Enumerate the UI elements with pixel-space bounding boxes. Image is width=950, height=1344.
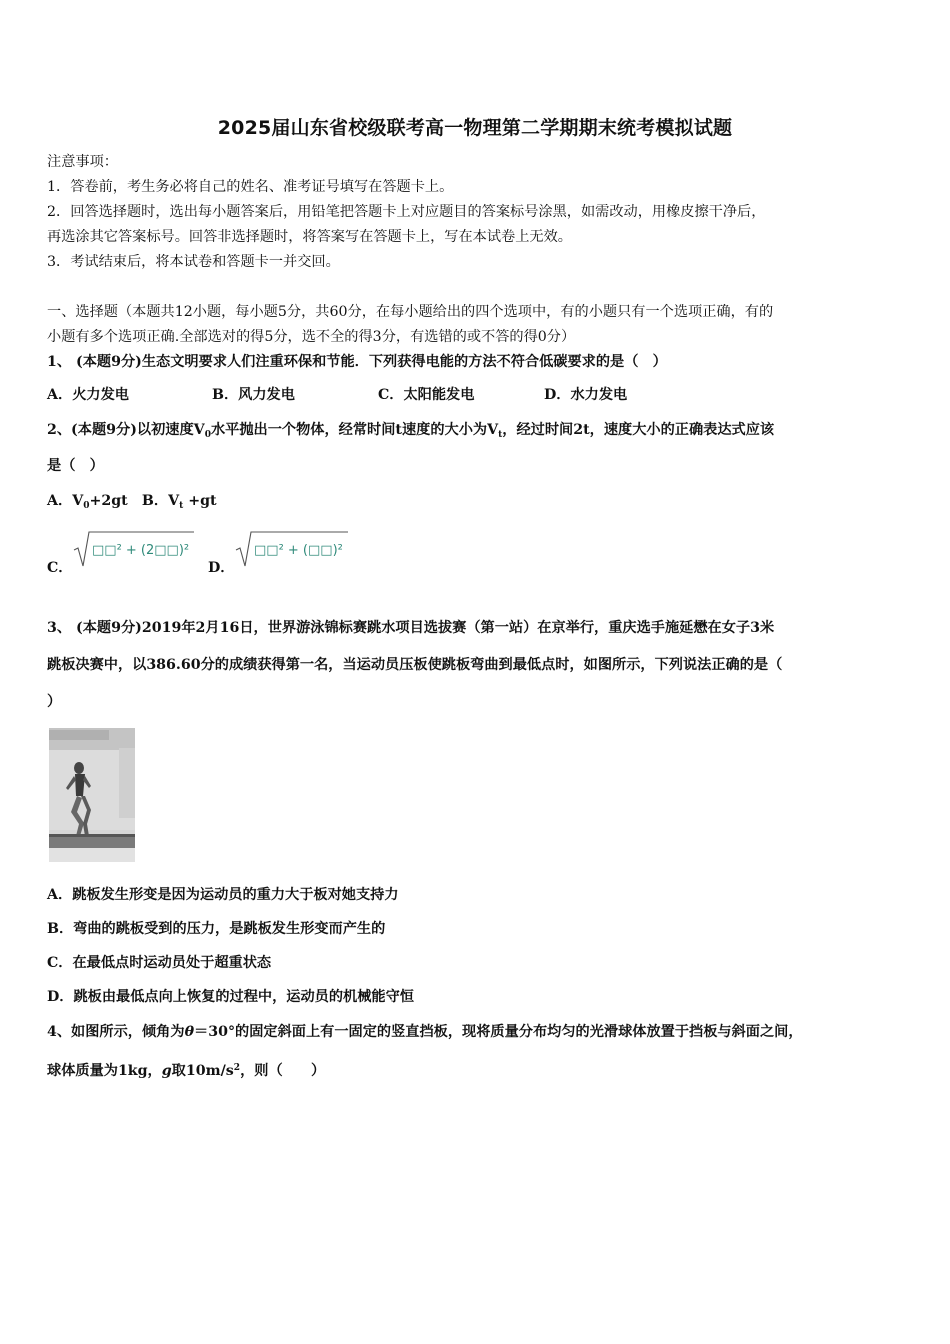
- q4-g: g: [161, 1063, 172, 1079]
- q2-stem-pre: 2、(本题9分)以初速度V: [47, 422, 205, 438]
- note-2a: 2．回答选择题时，选出每小题答案后，用铅笔把答题卡上对应题目的答案标号涂黑，如需改动，用橡皮擦干净后，: [47, 204, 766, 220]
- q2-option-c-formula: [72, 528, 196, 570]
- q2-a-pre: A．V: [47, 493, 84, 509]
- note-2b: 再选涂其它答案标号。回答非选择题时，将答案写在答题卡上，写在本试卷上无效。: [47, 229, 572, 245]
- q1-option-c: C．太阳能发电: [378, 387, 475, 403]
- q2-d-formula-text: □□² + (□□)²: [254, 543, 343, 558]
- q3-option-c: C．在最低点时运动员处于超重状态: [47, 955, 272, 971]
- q2-stem: [47, 420, 774, 445]
- q2-sub0: 0: [204, 430, 211, 440]
- note-3: 3．考试结束后，将本试卷和答题卡一并交回。: [47, 254, 340, 270]
- q2-c-formula-text: □□² + (2□□)²: [92, 543, 190, 558]
- q1-stem: 1、 (本题9分)生态文明要求人们注重环保和节能．下列获得电能的方法不符合低碳要求的是（ ）: [47, 354, 667, 370]
- q3-stem-2: 跳板决赛中，以386.60分的成绩获得第一名，当运动员压板使跳板弯曲到最低点时，如图所示，下列说法正确的是（: [47, 657, 783, 673]
- q4-stem-2: [47, 1058, 325, 1081]
- q2-subt: t: [498, 430, 503, 440]
- q3-stem-3: ）: [47, 694, 62, 710]
- q4-stem-1: [47, 1022, 803, 1042]
- q4-stem2-mid: 取10m/s: [171, 1063, 234, 1079]
- q2-stem-2: 是（ ）: [47, 458, 104, 474]
- q2-options-ab: [47, 491, 217, 516]
- diver-photo: [49, 728, 135, 862]
- page-title: 2025届山东省校级联考高一物理第二学期期末统考模拟试题: [217, 117, 733, 139]
- q2-a-post: +2gt B．V: [89, 493, 180, 509]
- notes-heading: 注意事项：: [47, 154, 118, 170]
- q2-a-sub: 0: [83, 501, 90, 511]
- q4-sup2: 2: [233, 1063, 241, 1073]
- q4-stem2-post: ，则（ ）: [240, 1063, 326, 1079]
- q1-option-b: B．风力发电: [212, 387, 295, 403]
- q3-option-d: D．跳板由最低点向上恢复的过程中，运动员的机械能守恒: [47, 989, 414, 1005]
- q2-stem-post: ，经过时间2t，速度大小的正确表达式应该: [502, 422, 775, 438]
- q2-b-sub: t: [179, 501, 184, 511]
- q2-stem-mid: 水平抛出一个物体，经常时间t速度的大小为V: [210, 422, 499, 438]
- section1-line1: 一、选择题（本题共12小题，每小题5分，共60分，在每小题给出的四个选项中，有的小题只有一个选项正确，有的: [47, 304, 774, 320]
- q3-option-a: A．跳板发生形变是因为运动员的重力大于板对她支持力: [47, 887, 399, 903]
- q2-option-d-formula: [234, 528, 352, 570]
- section1-line2: 小题有多个选项正确.全部选对的得5分，选不全的得3分，有选错的或不答的得0分）: [47, 329, 576, 345]
- q1-option-d: D．水力发电: [544, 387, 628, 403]
- q2-b-post: +gt: [183, 493, 217, 509]
- q1-option-a: A．火力发电: [47, 387, 129, 403]
- q4-stem1-pre: 4、如图所示，倾角为: [47, 1024, 185, 1040]
- q2-option-d-label: D．: [208, 560, 235, 576]
- q3-option-b: B．弯曲的跳板受到的压力，是跳板发生形变而产生的: [47, 921, 386, 937]
- q2-option-c-label: C．: [47, 560, 73, 576]
- q4-stem2-pre: 球体质量为1kg，: [47, 1063, 162, 1079]
- q3-stem-1: 3、 (本题9分)2019年2月16日，世界游泳锦标赛跳水项目选拔赛（第一站）在京举行，重庆选手施延懋在女子3米: [47, 620, 775, 636]
- q4-stem1-post: ＝30°的固定斜面上有一固定的竖直挡板，现将质量分布均匀的光滑球体放置于挡板与斜面之间，: [194, 1024, 803, 1040]
- note-1: 1．答卷前，考生务必将自己的姓名、准考证号填写在答题卡上。: [47, 179, 454, 195]
- q1-options: [47, 385, 627, 405]
- q4-theta: θ: [184, 1024, 195, 1040]
